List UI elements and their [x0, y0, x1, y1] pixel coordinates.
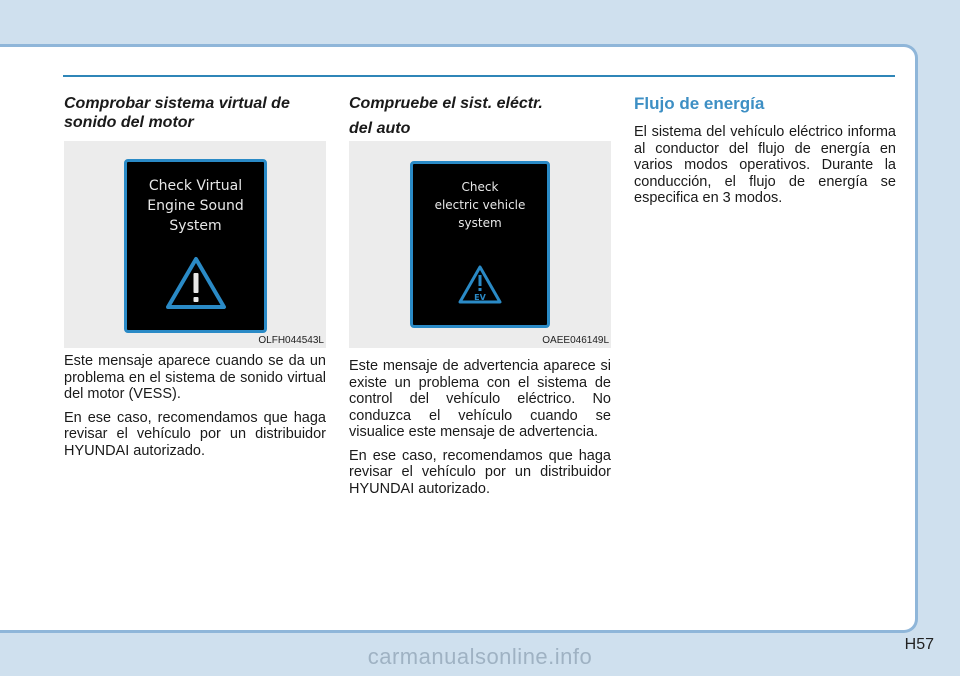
figure-code: OLFH044543L [258, 335, 324, 346]
column-2 [349, 94, 611, 138]
section-heading-energy-flow: Flujo de energía [634, 94, 765, 113]
column-3 [634, 94, 896, 214]
column-1 [64, 94, 326, 132]
paragraph: Este mensaje de advertencia aparece si existe un problema con el sistema de control del vehículo eléctrico. No conduzca el vehículo cuando se visualice este mensaje de advertencia. [349, 358, 611, 440]
warning-triangle-icon [165, 256, 227, 310]
figure-code: OAEE046149L [542, 335, 609, 346]
screen-message: Check Virtual Engine Sound System [147, 178, 244, 234]
ev-label: EV [474, 293, 486, 302]
paragraph: Este mensaje aparece cuando se da un problema en el sistema de sonido virtual del motor (VESS). [64, 353, 326, 402]
page-number: H57 [904, 636, 934, 653]
column-2-text [349, 358, 611, 504]
paragraph: El sistema del vehículo eléctrico informa al conductor del flujo de energía en varios modos operativos. Durante la conducción, el flujo de energía se especifica en 3 modos. [634, 124, 896, 206]
watermark: carmanualsonline.info [367, 644, 593, 669]
paragraph: En ese caso, recomendamos que haga revisar el vehículo por un distribuidor HYUNDAI autorizado. [349, 447, 611, 497]
section-heading-ev-line1: Compruebe el sist. eléctr. [349, 95, 543, 112]
section-heading-ev-line2: del auto [349, 120, 411, 137]
cluster-screen [124, 159, 267, 333]
cluster-screen [410, 161, 550, 328]
ev-warning-triangle-icon [458, 265, 502, 305]
paragraph: En ese caso, recomendamos que haga revisar el vehículo por un distribuidor HYUNDAI autorizado. [64, 409, 326, 459]
figure-ev-warning [349, 141, 611, 348]
top-rule [63, 75, 895, 77]
section-heading-vess: Comprobar sistema virtual de sonido del motor [64, 95, 290, 131]
screen-message: Check electric vehicle system [434, 180, 526, 230]
figure-vess-warning [64, 141, 326, 348]
column-1-text [64, 353, 326, 466]
